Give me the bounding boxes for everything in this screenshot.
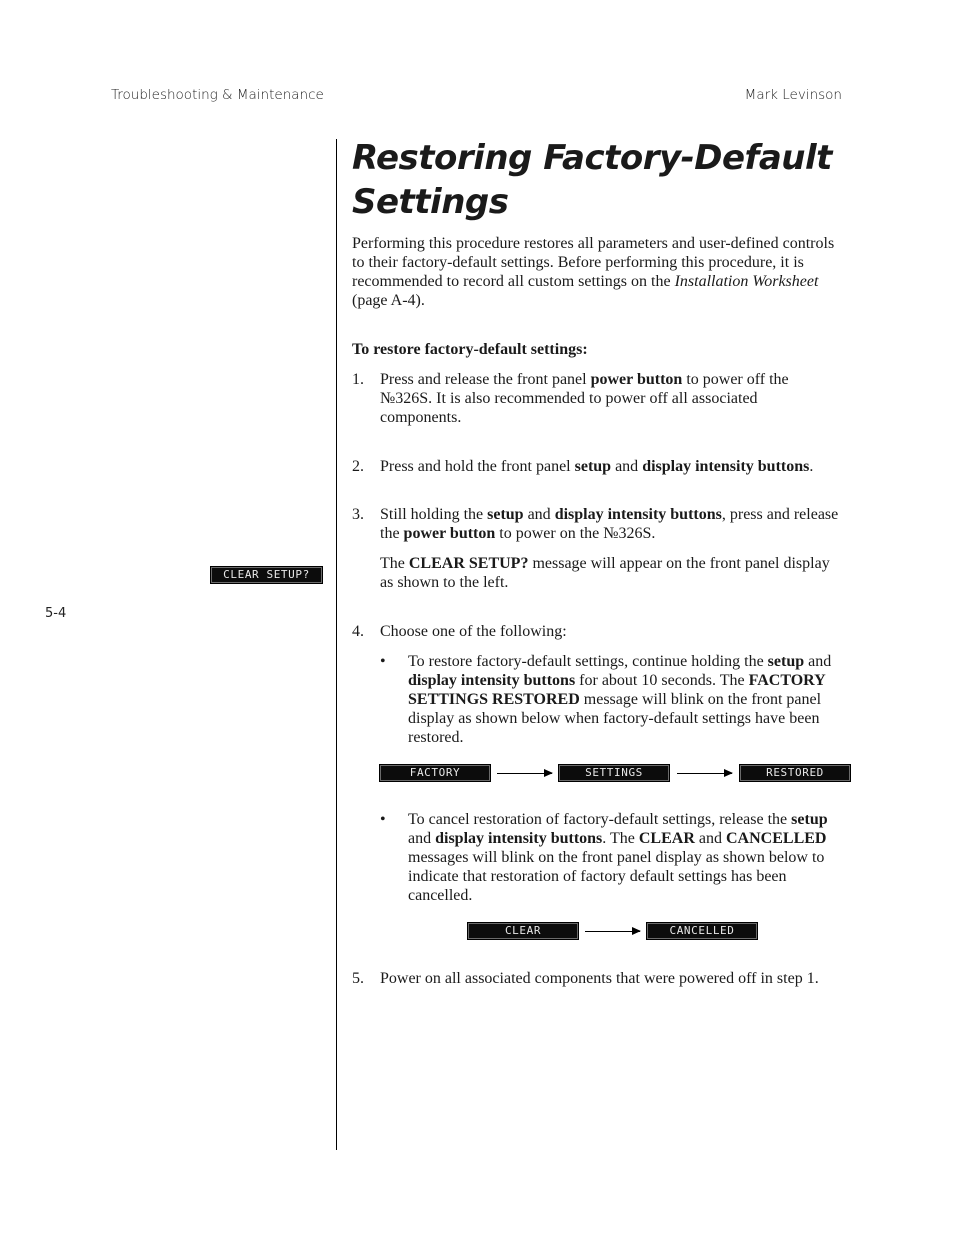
intro-paragraph: Performing this procedure restores all parameters and user-defined controls to their factory-default settings. Before performing this procedure, it is recommended to record all custom settings on the Installation Worksheet (page A-4).	[352, 235, 835, 309]
step-3-note: The CLEAR SETUP? message will appear on the front panel display as shown to the left.	[380, 555, 830, 591]
page-number: 5-4	[45, 606, 67, 621]
option-cancel: • To cancel restoration of factory-default settings, release the setup and display intensity buttons. The CLEAR and CANCELLED messages will blink on the front panel display as shown below to indicate that restoration of factory default settings has been cancelled.	[380, 811, 828, 904]
display-sequence-restore	[379, 764, 851, 782]
step-2: 2. Press and hold the front panel setup and display intensity buttons.	[352, 458, 814, 475]
bullet-icon: •	[380, 653, 386, 670]
lcd-restored: RESTORED	[739, 764, 851, 782]
step-number: 1.	[352, 371, 364, 388]
option-restore: • To restore factory-default settings, continue holding the setup and display intensity buttons for about 10 seconds. The FACTORY SETTINGS RESTORED message will blink on the front panel display as shown below when factory-default settings have been restored.	[380, 653, 832, 746]
step-5: 5. Power on all associated components that were powered off in step 1.	[352, 970, 819, 987]
margin-rule	[336, 139, 337, 1150]
step-number: 4.	[352, 623, 364, 640]
display-sequence-cancel	[467, 922, 851, 940]
running-header-brand: Mark Levinson	[744, 87, 842, 103]
lcd-settings: SETTINGS	[558, 764, 670, 782]
arrow-right-icon	[497, 773, 552, 774]
step-4: 4. Choose one of the following: • To restore factory-default settings, continue holding the setup and display intensity buttons for about 10 seconds. The FACTORY SETTINGS RESTORED message will blink on the front panel display as shown below when factory-default settings have been restored. FACTORY SETTINGS RESTORED • To cancel restoration of factory-default settings, release the setup and display intensity buttons. The CLEAR and CANCELLED messages will blink on the front panel display as shown below to indicate that restoration of factory default settings has been cancelled. CLEAR CANCELLED	[352, 622, 842, 940]
lcd-clear-setup: CLEAR SETUP?	[210, 566, 323, 584]
doc-reference: Installation Worksheet	[674, 273, 819, 290]
step-number: 2.	[352, 458, 364, 475]
bullet-icon: •	[380, 811, 386, 828]
lcd-factory: FACTORY	[379, 764, 491, 782]
arrow-right-icon	[677, 773, 732, 774]
lcd-clear: CLEAR	[467, 922, 579, 940]
page-title: Restoring Factory-Default Settings	[352, 138, 832, 222]
step-number: 5.	[352, 970, 364, 987]
main-content	[352, 136, 842, 988]
step-number: 3.	[352, 506, 364, 523]
arrow-right-icon	[585, 931, 640, 932]
procedure-heading: To restore factory-default settings:	[352, 341, 588, 358]
step-1: 1. Press and release the front panel power button to power off the №326S. It is also recommended to power off all associated components.	[352, 371, 789, 426]
lcd-cancelled: CANCELLED	[646, 922, 758, 940]
step-3: 3. Still holding the setup and display intensity buttons, press and release the power button to power on the №326S. The CLEAR SETUP? message will appear on the front panel display as shown to the left.	[352, 505, 842, 592]
running-header-section: Troubleshooting & Maintenance	[111, 87, 324, 103]
